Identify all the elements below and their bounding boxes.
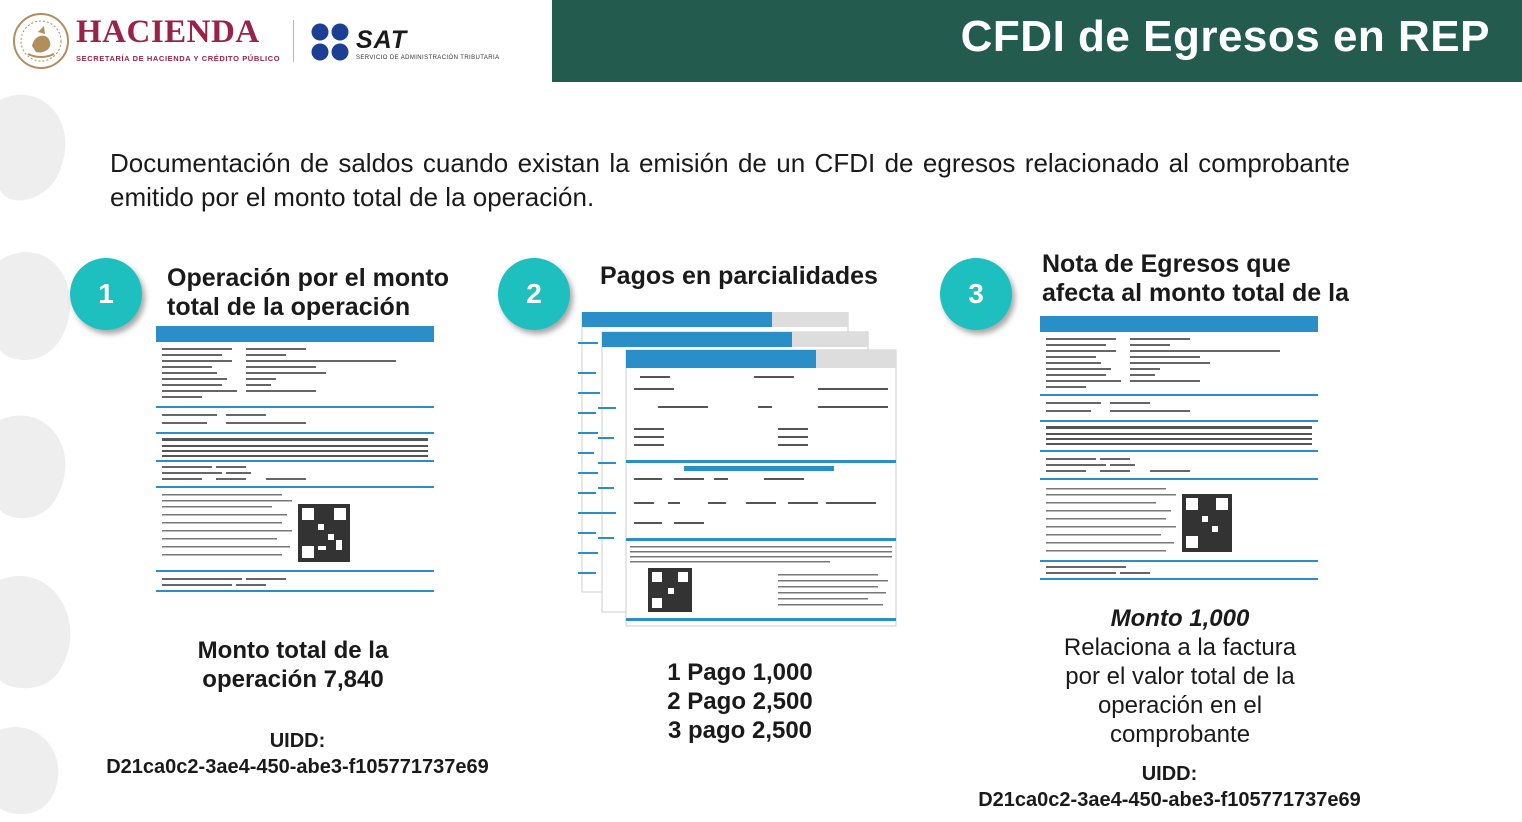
step-3-description-line3: operación en el — [1097, 692, 1263, 719]
step-3-description-line2: por el valor total de la — [1065, 663, 1295, 690]
step-1-amount — [148, 636, 438, 694]
step-3-amount-title: Monto 1,000 — [1110, 605, 1250, 632]
page-title: CFDI de Egresos en REP — [960, 12, 1490, 61]
qr-code-icon — [648, 568, 692, 612]
background-pattern — [0, 60, 120, 822]
intro-paragraph: Documentación de saldos cuando existan la emisión de un CFDI de egresos relacionado al comprobante emitido por el monto total de la operación. — [110, 148, 1350, 212]
step-3-circle: 3 — [940, 258, 1012, 330]
step-2-payment-3: 3 pago 2,500 — [667, 717, 813, 744]
step-1-amount-line2: operación 7,840 — [202, 666, 384, 693]
step-3-description-line1: Relaciona a la factura — [1063, 634, 1297, 661]
step-3-uidd — [932, 761, 1407, 813]
step-1-circle: 1 — [70, 258, 142, 330]
step-1-uidd-label: UIDD: — [269, 730, 326, 752]
step-1-amount-line1: Monto total de la — [197, 637, 389, 664]
invoice-thumbnail-1 — [156, 326, 434, 592]
sat-logo-subtitle: SERVICIO DE ADMINISTRACIÓN TRIBUTARIA — [356, 55, 500, 61]
sat-logo-text: SAT — [356, 26, 408, 54]
step-3-uidd-label: UIDD: — [1141, 763, 1198, 785]
logo-divider — [293, 20, 294, 62]
step-3-heading-line2: afecta al monto total de la — [1042, 279, 1350, 302]
step-2-payments — [600, 658, 880, 745]
step-2-circle: 2 — [498, 258, 570, 330]
credit-note-thumbnail — [1040, 316, 1318, 580]
step-3-description-line4: comprobante — [1109, 721, 1251, 748]
step-2-payment-1: 1 Pago 1,000 — [667, 659, 813, 686]
step-1-heading — [167, 264, 449, 322]
step-3-description — [1030, 604, 1330, 749]
hacienda-logo-text: HACIENDA — [76, 14, 260, 50]
step-2-heading: Pagos en parcialidades — [600, 262, 878, 290]
qr-code-icon — [298, 504, 350, 562]
header-logos — [0, 0, 552, 82]
step-1-uidd-value: D21ca0c2-3ae4-450-abe3-f105771737e69 — [106, 756, 489, 778]
payment-documents-thumbnail — [578, 312, 898, 628]
step-1-heading-line1: Operación por el monto — [167, 264, 449, 292]
title-bar — [552, 0, 1522, 82]
step-3-uidd-value: D21ca0c2-3ae4-450-abe3-f105771737e69 — [978, 789, 1361, 811]
hacienda-logo-subtitle: SECRETARÍA DE HACIENDA Y CRÉDITO PÚBLICO — [76, 54, 281, 63]
step-3-heading-line1: Nota de Egresos que — [1042, 250, 1291, 278]
step-1-uidd — [60, 728, 535, 780]
step-1-heading-line2: total de la operación — [167, 293, 411, 321]
sat-dots-icon — [310, 22, 350, 62]
mexican-coat-of-arms-icon — [12, 12, 70, 70]
step-2-payment-2: 2 Pago 2,500 — [667, 688, 813, 715]
qr-code-icon — [1182, 494, 1232, 552]
step-3-heading — [1042, 250, 1349, 302]
